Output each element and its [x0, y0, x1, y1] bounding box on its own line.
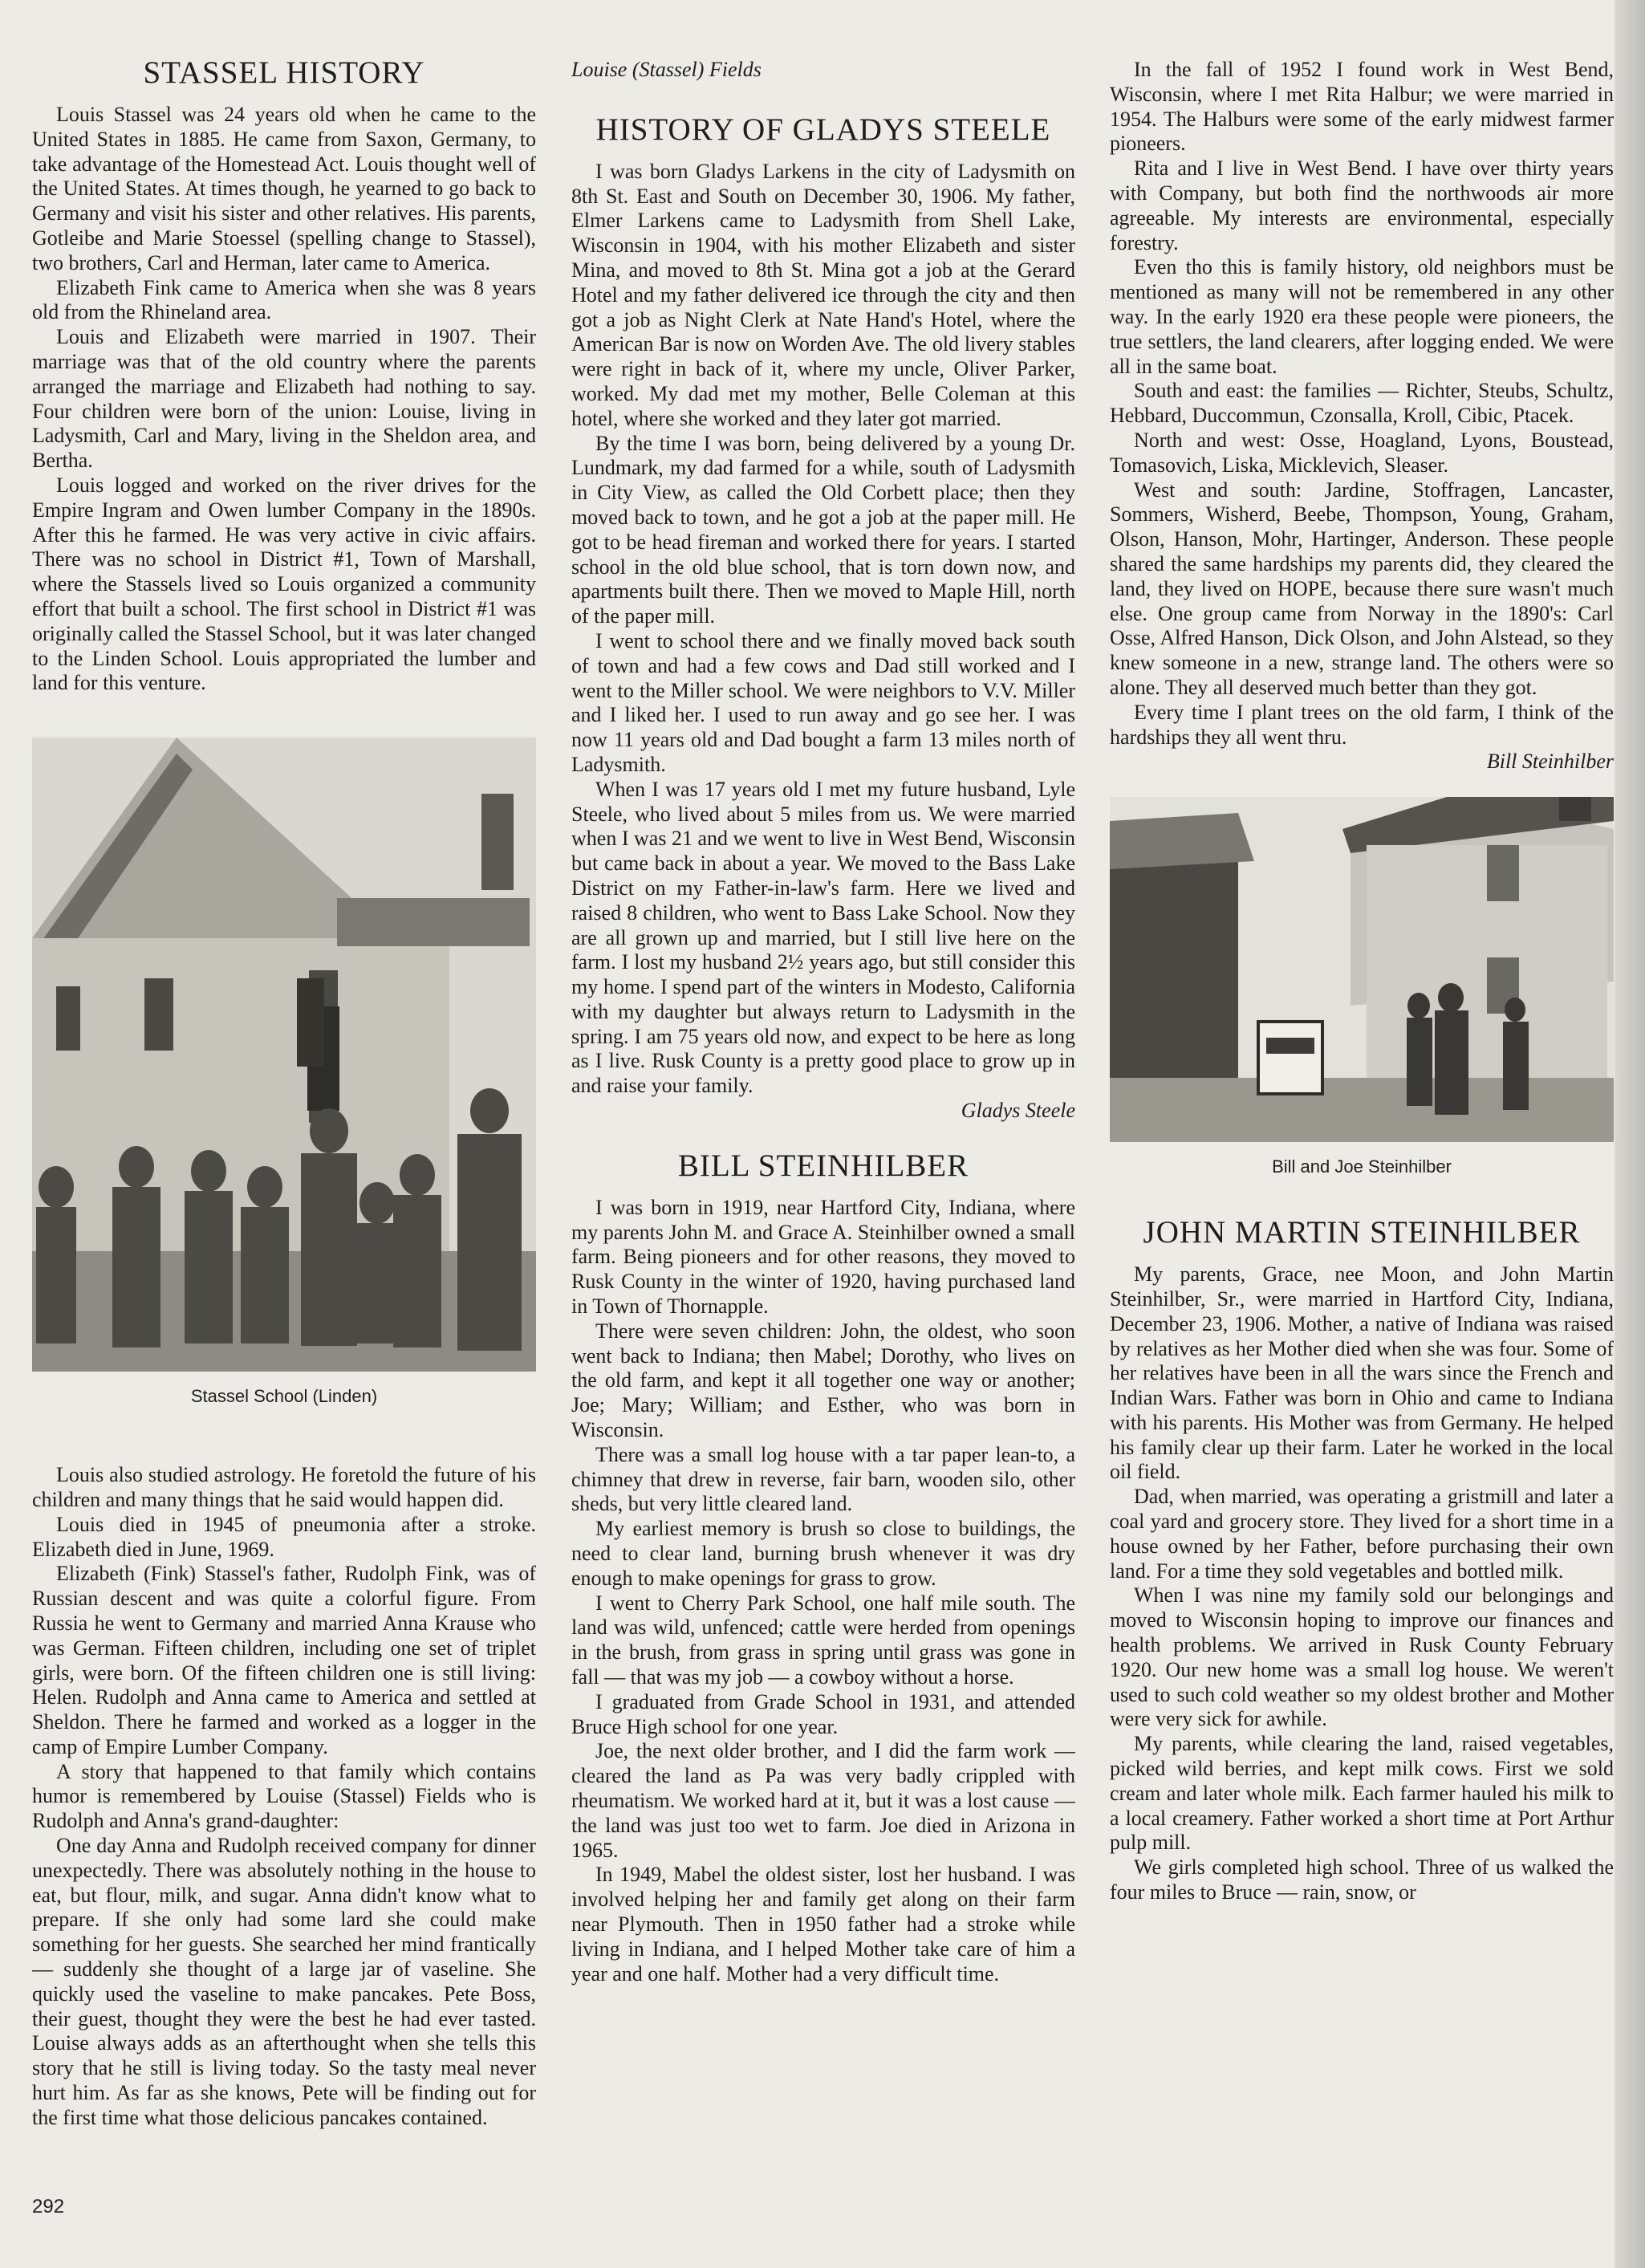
page-number: 292 — [32, 2196, 65, 2217]
paragraph: Elizabeth Fink came to America when she was 8 years old from the Rhineland area. — [32, 275, 536, 324]
bill-signature: Bill Steinhilber — [1486, 750, 1614, 774]
page-edge-shadow — [1615, 0, 1645, 2268]
column-2 — [571, 58, 1075, 2220]
paragraph: I was born Gladys Larkens in the city of Ladysmith on 8th St. East and South on December 30, 1906. My father, Elmer Larkens came to Ladysmith from Shell Lake, Wisconsin in 1904, with his mother Elizabeth and sister Mina, and moved to 8th St. Mina got a job at the Gerard Hotel and my father delivered ice through the city and then got a job as Night Clerk at Nate Hand's Hotel, where the American Bar is now on Worden Ave. The old livery stables were right in back of it, where my uncle, Oliver Parker, worked. My dad met my mother, Belle Coleman at this hotel, where she worked and they later got married. — [571, 159, 1075, 430]
paragraph: By the time I was born, being delivered by a young Dr. Lundmark, my dad farmed for a while, south of Ladysmith in City View, as called the Old Corbett place; then they moved back to town, and he got a job at the paper mill. He got to be head fireman and worked there for years. I started school in the old blue school, that is torn down now, and apartments built there. Then we moved to Maple Hill, north of the paper mill. — [571, 431, 1075, 628]
stassel-history-continued — [32, 1463, 536, 2131]
paragraph: Joe, the next older brother, and I did the farm work — cleared the land as Pa was very badly crippled with rheumatism. We worked hard at it, but it was a lost cause — the land was just too wet to farm. Joe died in Arizona in 1965. — [571, 1739, 1075, 1862]
bill-steinhilber-continued — [1110, 58, 1614, 774]
paragraph: North and west: Osse, Hoagland, Lyons, Boustead, Tomasovich, Liska, Micklevich, Sleaser. — [1110, 428, 1614, 477]
paragraph: Elizabeth (Fink) Stassel's father, Rudolph Fink, was of Russian descent and was quite a colorful figure. From Russia he went to Germany and married Anna Krause who was German. Fifteen children, including one set of triplet girls, were born. Of the fifteen children one is still living: Helen. Rudolph and Anna came to America and settled at Sheldon. There he farmed and worked as a logger in the camp of Empire Lumber Company. — [32, 1562, 536, 1758]
paragraph: Louis and Elizabeth were married in 1907. Their marriage was that of the old country where the parents arranged the marriage and Elizabeth had nothing to say. Four children were born of the union: Louise, living in Ladysmith, Carl and Mary, living in the Sheldon area, and Bertha. — [32, 325, 536, 473]
paragraph: My parents, Grace, nee Moon, and John Martin Steinhilber, Sr., were married in Hartford City, Indiana, December 23, 1906. Mother, a native of Indiana was raised by relatives as her Mother died when she was four. Some of her relatives have been in all the wars since the French and Indian Wars. Father was born in Ohio and came to Indiana with his parents. His Mother was from Germany. He helped his family clear up their farm. Later he worked in the local oil field. — [1110, 1262, 1614, 1484]
paragraph: Dad, when married, was operating a gristmill and later a coal yard and grocery store. They lived for a short time in a house owned by her Father, before purchasing their own land. For a time they sold vegetables and bottled milk. — [1110, 1485, 1614, 1583]
paragraph: Even tho this is family history, old neighbors must be mentioned as many will not be remembered in any other way. In the early 1920 era these people were pioneers, the true settlers, the land clearers, after logging ended. We were all in the same boat. — [1110, 255, 1614, 378]
paragraph: Louis logged and worked on the river drives for the Empire Ingram and Owen lumber Company in the 1890s. After this he farmed. He was very active in civic affairs. There was no school in District #1, Town of Marshall, where the Stassels lived so Louis organized a community effort that built a school. The first school in District #1 was originally called the Stassel School, but it was later changed to the Linden School. Louis appropriated the lumber and land for this venture. — [32, 473, 536, 695]
paragraph: South and east: the families — Richter, Steubs, Schultz, Hebbard, Duccommun, Czonsalla, Kroll, Cibic, Ptacek. — [1110, 379, 1614, 428]
paragraph: I went to Cherry Park School, one half mile south. The land was wild, unfenced; cattle were herded from openings in the brush, from grass in spring until grass was gone in fall — that was my job — a cowboy without a horse. — [571, 1591, 1075, 1689]
bill-and-joe-photo — [1110, 797, 1614, 1142]
column-1 — [32, 47, 536, 2220]
paragraph: A story that happened to that family which contains humor is remembered by Louise (Stassel) Fields who is Rudolph and Anna's grand-daughter: — [32, 1759, 536, 1833]
stassel-school-photo — [32, 738, 536, 1372]
bill-steinhilber-body — [571, 1196, 1075, 1987]
bill-steinhilber-title: BILL STEINHILBER — [677, 1148, 969, 1183]
paragraph: We girls completed high school. Three of us walked the four miles to Bruce — rain, snow, or — [1110, 1855, 1614, 1904]
gladys-steele-body — [571, 160, 1075, 1124]
paragraph: There was a small log house with a tar paper lean-to, a chimney that drew in reverse, fair barn, wooden silo, other sheds, but very little cleared land. — [571, 1442, 1075, 1516]
stassel-signature: Louise (Stassel) Fields — [571, 58, 762, 81]
stassel-history-body — [32, 103, 536, 696]
gladys-signature: Gladys Steele — [961, 1099, 1075, 1123]
john-martin-steinhilber-title: JOHN MARTIN STEINHILBER — [1143, 1215, 1581, 1250]
paragraph: Louis died in 1945 of pneumonia after a stroke. Elizabeth died in June, 1969. — [32, 1512, 536, 1561]
stassel-photo-caption: Stassel School (Linden) — [190, 1386, 378, 1407]
paragraph: Louis also studied astrology. He foretold the future of his children and many things that he said would happen did. — [32, 1463, 536, 1511]
paragraph: Every time I plant trees on the old farm, I think of the hardships they all went thru. — [1110, 700, 1614, 749]
stassel-history-title: STASSEL HISTORY — [143, 55, 425, 90]
paragraph: Rita and I live in West Bend. I have over thirty years with Company, but both find the northwoods air more agreeable. My interests are environmental, especially forestry. — [1110, 156, 1614, 254]
paragraph: In 1949, Mabel the oldest sister, lost her husband. I was involved helping her and family get along on their farm near Plymouth. Then in 1950 father had a stroke while living in Indiana, and I helped Mother take care of him a year and one half. Mother had a very difficult time. — [571, 1863, 1075, 1986]
column-3 — [1110, 58, 1614, 2220]
paragraph: My parents, while clearing the land, raised vegetables, picked wild berries, and kept milk cows. First we sold cream and later whole milk. Each farmer hauled his milk to a local creamery. Father worked a short time at Port Arthur pulp mill. — [1110, 1732, 1614, 1855]
paragraph: There were seven children: John, the oldest, who soon went back to Indiana; then Mabel; Dorothy, who lives on the old farm, and kept it all together one way or another; Joe; Mary; William; and Esther, who was born in Wisconsin. — [571, 1319, 1075, 1442]
paragraph: In the fall of 1952 I found work in West Bend, Wisconsin, where I met Rita Halbur; we were married in 1954. The Halburs were some of the early midwest farmer pioneers. — [1110, 58, 1614, 156]
paragraph: Louis Stassel was 24 years old when he came to the United States in 1885. He came from Saxon, Germany, to take advantage of the Homestead Act. Louis thought well of the United States. At times though, he yearned to go back to Germany and visit his sister and other relatives. His parents, Gotleibe and Marie Stoessel (spelling change to Stassel), two brothers, Carl and Herman, later came to America. — [32, 103, 536, 274]
paragraph: My earliest memory is brush so close to buildings, the need to clear land, burning brush whenever it was dry enough to make openings for grass to grow. — [571, 1517, 1075, 1590]
paragraph: I graduated from Grade School in 1931, and attended Bruce High school for one year. — [571, 1689, 1075, 1738]
gladys-steele-title: HISTORY OF GLADYS STEELE — [595, 112, 1051, 147]
bill-joe-photo-caption: Bill and Joe Steinhilber — [1272, 1156, 1452, 1177]
paragraph: I was born in 1919, near Hartford City, Indiana, where my parents John M. and Grace A. Steinhilber owned a small farm. Being pioneers and for other reasons, they moved to Rusk County in the winter of 1920, having purchased land in Town of Thornapple. — [571, 1195, 1075, 1319]
paragraph: West and south: Jardine, Stoffragen, Lancaster, Sommers, Wisherd, Beebe, Thompson, Young, Graham, Olson, Hanson, Mohr, Hartinger, Anderson. These people shared the same hardships my parents did, they cleared the land, they lived on HOPE, because there sure wasn't much else. One group came from Norway in the 1890's: Carl Osse, Alfred Hanson, Dick Olson, and John Alstead, so they knew someone in a new, strange land. The others were so alone. They all deserved much better than they got. — [1110, 478, 1614, 699]
paragraph: I went to school there and we finally moved back south of town and had a few cows and Dad still worked and I went to the Miller school. We were neighbors to V.V. Miller and I liked her. I used to run away and go see her. I was now 11 years old and Dad bought a farm 13 miles north of Ladysmith. — [571, 628, 1075, 776]
john-martin-body — [1110, 1262, 1614, 1905]
paragraph: When I was nine my family sold our belongings and moved to Wisconsin hoping to improve our finances and health problems. We arrived in Rusk County February 1920. Our new home was a small log house. We weren't used to such cold weather so my oldest brother and Mother were very sick for awhile. — [1110, 1583, 1614, 1731]
paragraph: When I was 17 years old I met my future husband, Lyle Steele, who lived about 5 miles from us. We were married when I was 21 and we went to live in West Bend, Wisconsin but came back in about a year. We moved to the Bass Lake District on my Father-in-law's farm. Here we lived and raised 8 children, who went to Bass Lake School. Now they are all grown up and married, but I still live here on the farm. I lost my husband 2½ years ago, but still consider this my home. I spend part of the winters in Modesto, California with my daughter but always return to Ladysmith in the spring. I am 75 years old now, and expect to be here as long as I live. Rusk County is a pretty good place to grow up in and raise your family. — [571, 777, 1075, 1098]
paragraph: One day Anna and Rudolph received company for dinner unexpectedly. There was absolutely nothing in the house to eat, but flour, milk, and sugar. Anna didn't know what to prepare. If she only had some lard she could make something for her guests. She searched her mind frantically — suddenly she thought of a large jar of vaseline. She quickly used the vaseline to make pancakes. Pete Boss, their guest, thought they were the best he had ever tasted. Louise always adds as an afterthought when she tells this story that he still is living today. So the tasty meal never hurt him. As far as she knows, Pete will be finding out for the first time what those delicious pancakes contained. — [32, 1834, 536, 2129]
